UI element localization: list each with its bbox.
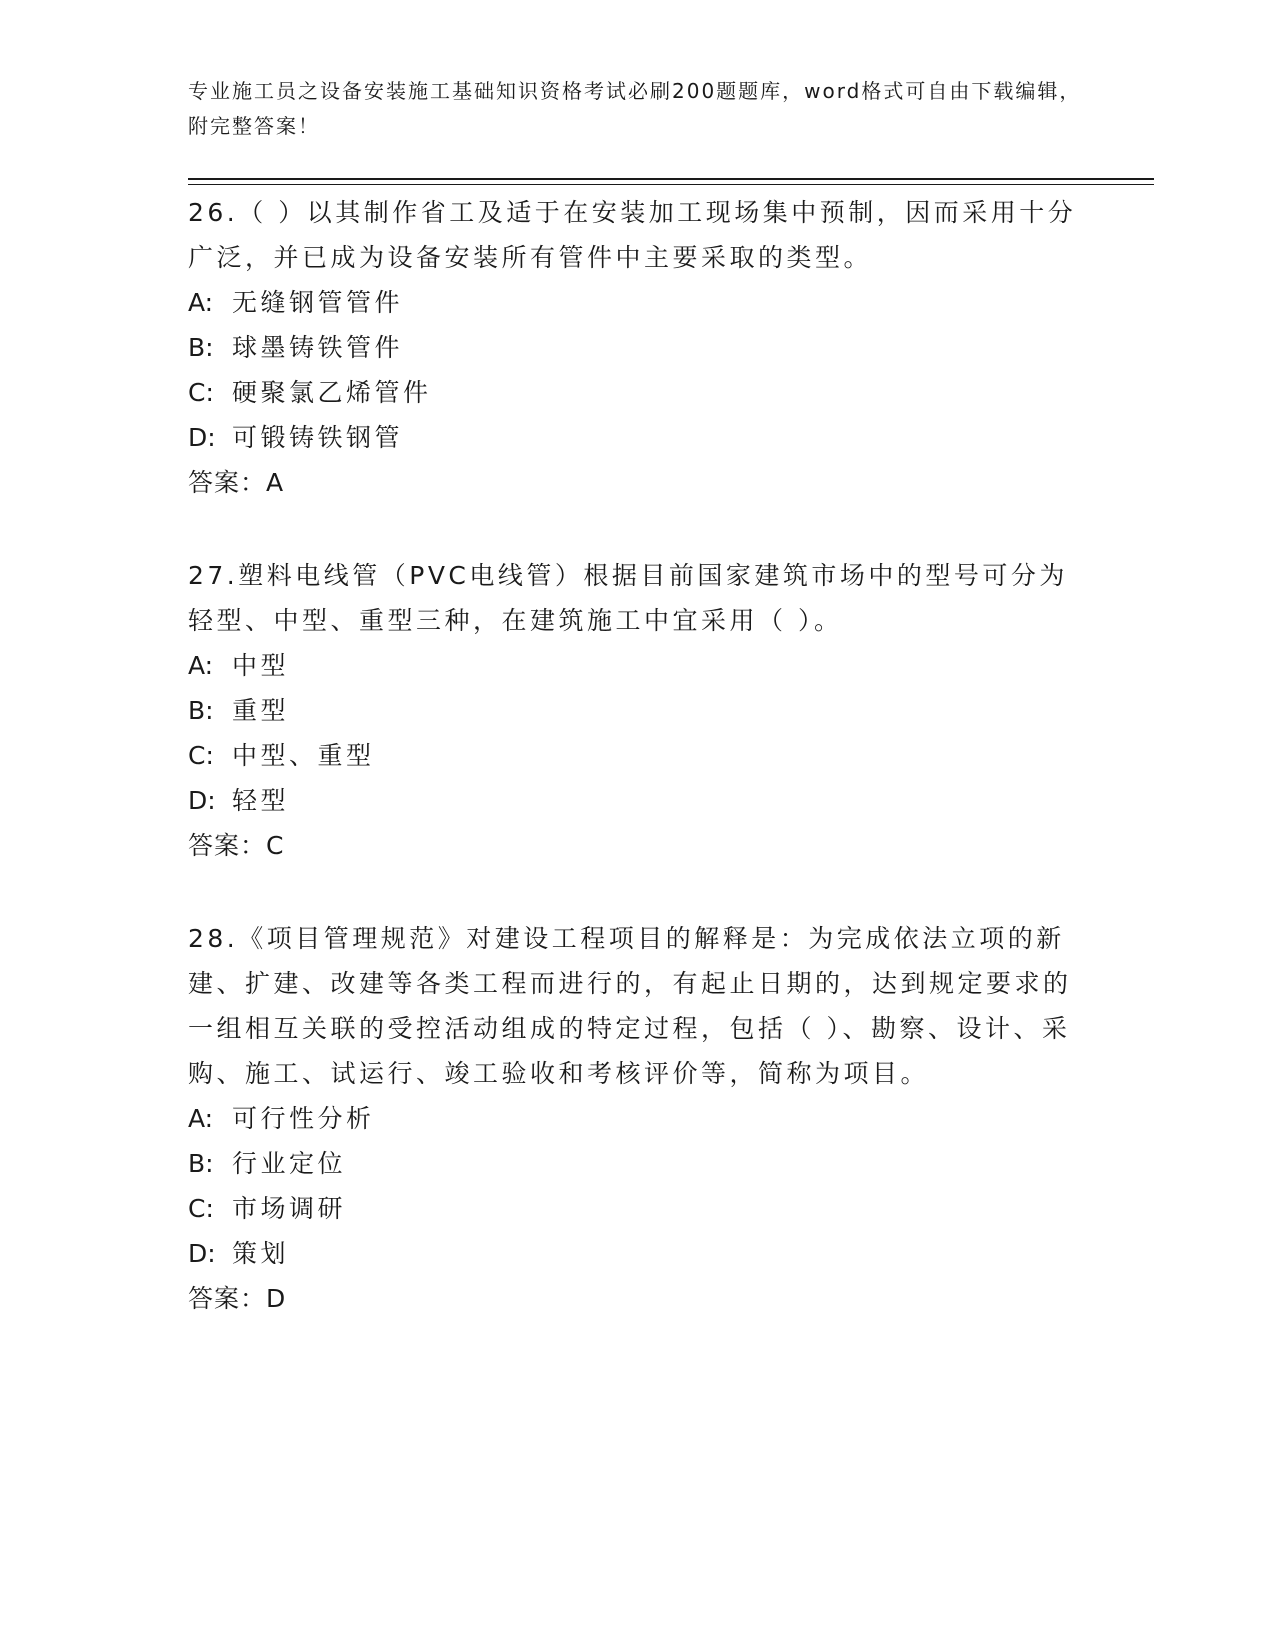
option-b [188,688,1078,733]
question-26 [188,190,1078,505]
option-key: B: [188,696,214,725]
option-key: B: [188,1149,214,1178]
option-d [188,778,1078,823]
option-key: D: [188,786,216,815]
option-text: 重型 [232,696,290,725]
option-text: 市场调研 [232,1194,347,1223]
option-text: 球墨铸铁管件 [232,333,404,362]
option-key: A: [188,651,214,680]
option-text: 中型、重型 [232,741,375,770]
question-list [188,190,1078,1369]
option-key: D: [188,1239,216,1268]
question-stem: 28.《项目管理规范》对建设工程项目的解释是：为完成依法立项的新建、扩建、改建等各类工程而进行的，有起止日期的，达到规定要求的一组相互关联的受控活动组成的特定过程，包括（ ）、勘察、设计、采购、施工、试运行、竣工验收和考核评价等，简称为项目。 [188,924,1072,1088]
option-b [188,1141,1078,1186]
question-stem: 27.塑料电线管（PVC电线管）根据目前国家建筑市场中的型号可分为轻型、中型、重型三种，在建筑施工中宜采用（ ）。 [188,561,1068,635]
option-a [188,643,1078,688]
option-text: 中型 [232,651,290,680]
option-a [188,280,1078,325]
header-divider-thick [188,178,1154,180]
option-c [188,370,1078,415]
option-key: C: [188,378,214,407]
option-b [188,325,1078,370]
option-key: A: [188,288,214,317]
option-text: 轻型 [232,786,290,815]
question-28 [188,916,1078,1321]
header-divider-thin [188,184,1154,185]
option-d [188,1231,1078,1276]
question-27 [188,553,1078,868]
option-c [188,733,1078,778]
option-text: 可行性分析 [232,1104,375,1133]
answer-line: 答案：D [188,1284,287,1313]
answer-line: 答案：A [188,468,285,497]
question-stem: 26.（ ）以其制作省工及适于在安装加工现场集中预制，因而采用十分广泛，并已成为设备安装所有管件中主要采取的类型。 [188,198,1077,272]
option-c [188,1186,1078,1231]
option-key: A: [188,1104,214,1133]
option-key: B: [188,333,214,362]
option-text: 硬聚氯乙烯管件 [232,378,432,407]
option-text: 行业定位 [232,1149,347,1178]
option-text: 策划 [232,1239,290,1268]
document-header: 专业施工员之设备安装施工基础知识资格考试必刷200题题库，word格式可自由下载编辑，附完整答案！ [188,79,1082,138]
option-a [188,1096,1078,1141]
answer-line: 答案：C [188,831,285,860]
option-text: 无缝钢管管件 [232,288,404,317]
option-key: D: [188,423,216,452]
option-d [188,415,1078,460]
option-key: C: [188,1194,214,1223]
option-text: 可锻铸铁钢管 [232,423,404,452]
option-key: C: [188,741,214,770]
